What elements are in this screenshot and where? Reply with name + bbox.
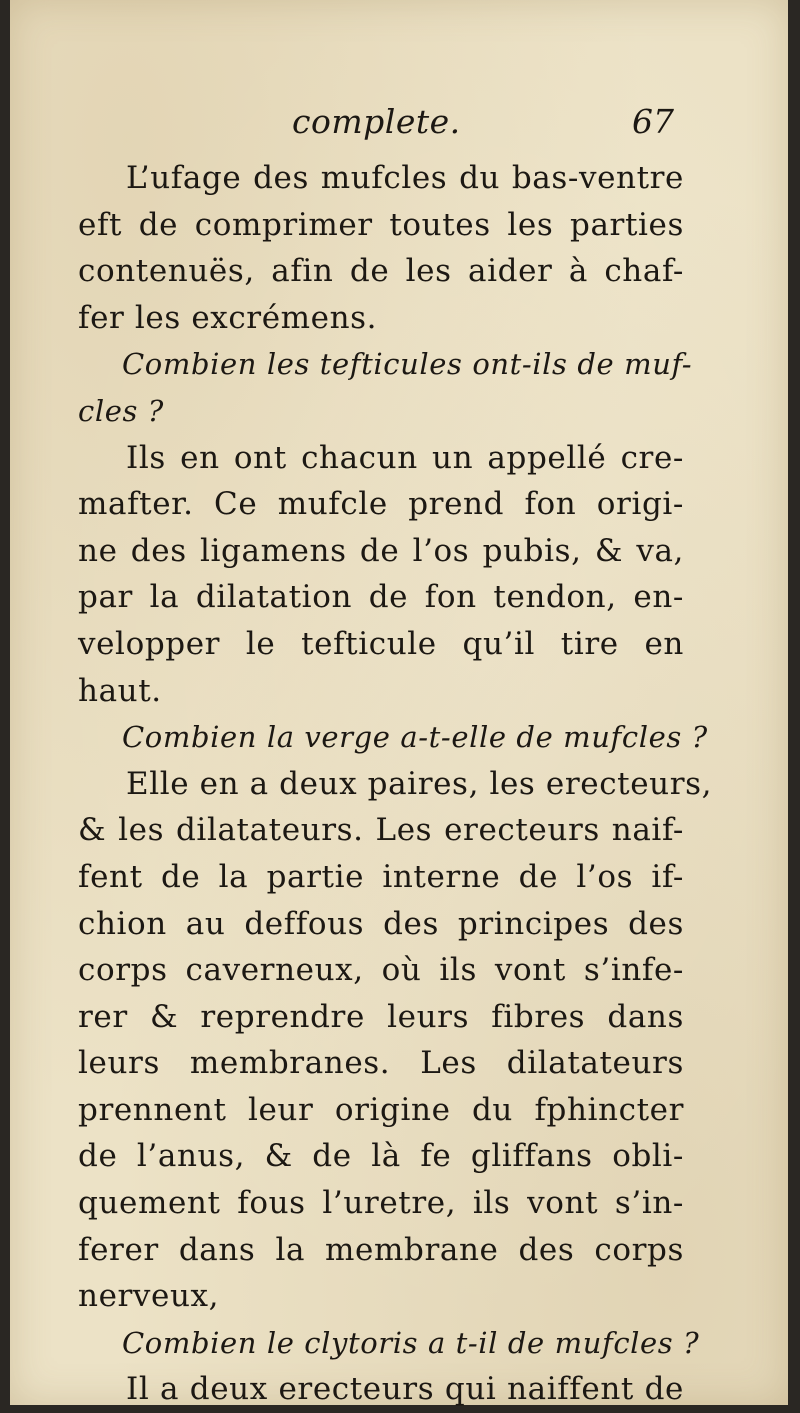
text-line: Il a deux erecteurs qui naiffent de (126, 1371, 684, 1408)
text-line: & les dilatateurs. Les erecteurs naif- (78, 812, 684, 849)
text-line: nerveux, (78, 1278, 220, 1315)
book-page (10, 0, 788, 1408)
question-line: Combien les tefticules ont-ils de muf- (122, 347, 693, 382)
page-number: 67 (632, 102, 674, 141)
page-header (10, 102, 788, 148)
text-line: Ils en ont chacun un appellé cre- (126, 439, 684, 476)
text-line: contenuës, afin de les aider à chaf- (78, 253, 684, 290)
text-line: corps caverneux, où ils vont s’infe- (78, 952, 684, 989)
text-line: ne des ligamens de l’os pubis, & va, (78, 532, 684, 569)
text-line: fent de la partie interne de l’os if- (78, 858, 684, 895)
text-line: eft de comprimer toutes les parties (78, 206, 684, 243)
text-line: ferer dans la membrane des corps (78, 1231, 684, 1268)
text-line: fer les excrémens. (78, 299, 378, 336)
text-line: mafter. Ce mufcle prend fon origi- (78, 486, 684, 523)
text-line: haut. (78, 672, 162, 709)
text-line: quement fous l’uretre, ils vont s’in- (78, 1185, 684, 1222)
text-line: rer & reprendre leurs fibres dans (78, 998, 684, 1035)
running-head: complete. (292, 102, 461, 141)
text-line: Elle en a deux paires, les erecteurs, (126, 765, 713, 802)
text-line: leurs membranes. Les dilatateurs (78, 1045, 684, 1082)
question-line: cles ? (78, 393, 164, 428)
text-line: par la dilatation de fon tendon, en- (78, 579, 684, 616)
text-line: de l’anus, & de là fe gliffans obli- (78, 1138, 684, 1175)
text-line: velopper le tefticule qu’il tire en (78, 625, 684, 662)
page-body (78, 155, 713, 1413)
text-line: L’ufage des mufcles du bas-ventre (126, 160, 684, 196)
question-line: Combien le clytoris a t-il de mufcles ? (122, 1325, 700, 1360)
text-line: prennent leur origine du fphincter (78, 1091, 684, 1128)
question-line: Combien la verge a-t-elle de mufcles ? (122, 720, 708, 755)
text-line: chion au deffous des principes des (78, 905, 684, 942)
